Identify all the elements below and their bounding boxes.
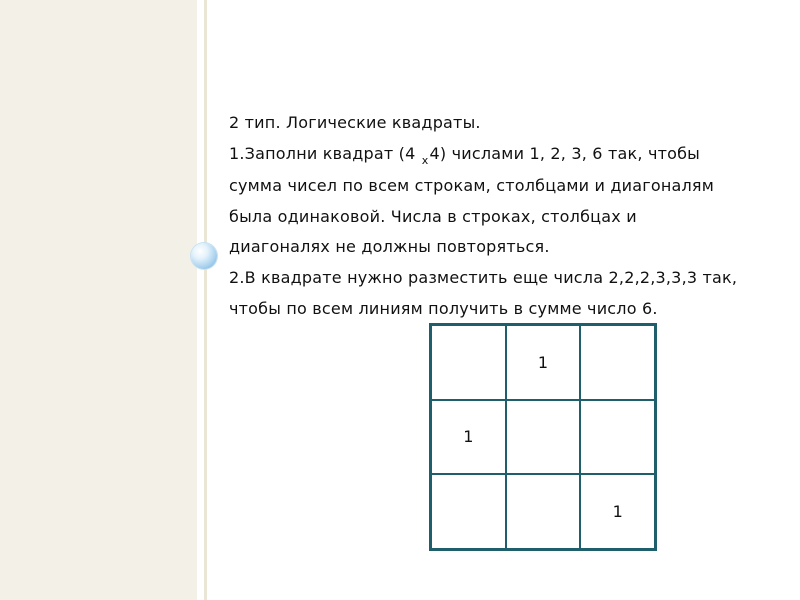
- task1-times-sign: х: [421, 153, 429, 167]
- magic-square-grid: [429, 323, 657, 551]
- task1-line-3: была одинаковой. Числа в строках, столбцах и: [229, 206, 637, 226]
- task1-line-2: сумма чисел по всем строкам, столбцами и диагоналям: [229, 176, 715, 196]
- grid-cell[interactable]: [506, 474, 581, 549]
- grid-cell[interactable]: [431, 474, 506, 549]
- grid-cell[interactable]: [580, 400, 655, 475]
- grid-cell[interactable]: [580, 325, 655, 400]
- task1-line: [229, 139, 774, 172]
- side-panel: [0, 0, 197, 600]
- task2-line-2: чтобы по всем линиям получить в сумме число 6.: [229, 298, 658, 318]
- grid-cell[interactable]: [431, 325, 506, 400]
- task1-part-a: 1.Заполни квадрат (4: [229, 143, 421, 163]
- task2-line: 2.В квадрате нужно разместить еще числа 2,2,2,3,3,3 так,: [229, 267, 738, 287]
- grid-cell[interactable]: [506, 400, 581, 475]
- task1-part-b: 4) числами 1, 2, 3, 6 так, чтобы: [429, 143, 701, 163]
- heading-line: 2 тип. Логические квадраты.: [229, 113, 481, 132]
- grid-cell[interactable]: 1: [431, 400, 506, 475]
- side-divider: [204, 0, 207, 600]
- bubble-decoration: [191, 243, 217, 269]
- task-text: [229, 108, 774, 324]
- grid-cell[interactable]: 1: [506, 325, 581, 400]
- task1-line-4: диагоналях не должны повторяться.: [229, 237, 550, 257]
- grid-cell[interactable]: 1: [580, 474, 655, 549]
